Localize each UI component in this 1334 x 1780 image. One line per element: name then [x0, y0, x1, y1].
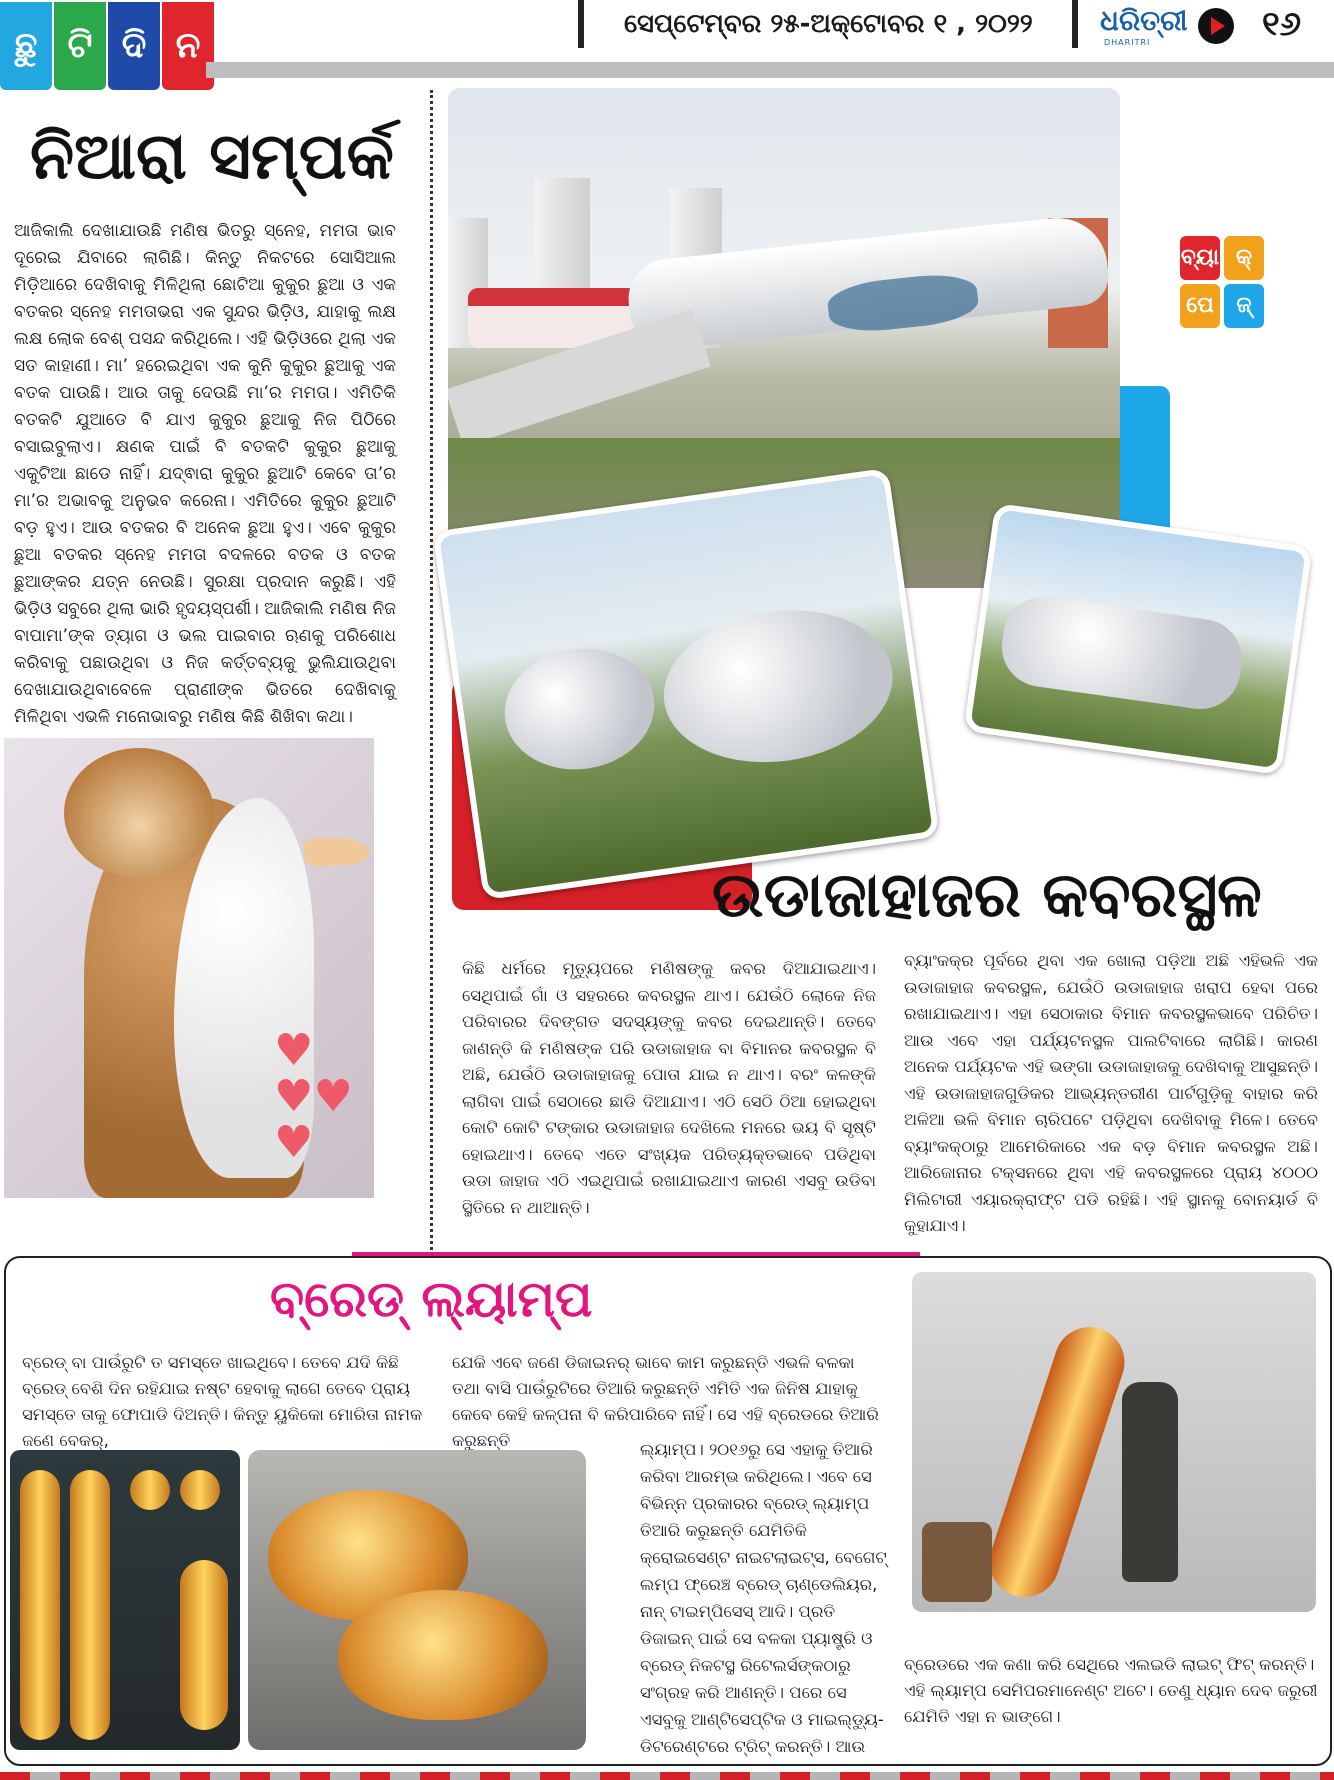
bread-text-b: ଯେକି ଏବେ ଜଣେ ଡିଜାଇନର୍ ଭାବେ କାମ କରୁଛନ୍ତି ଏଭଳି ବଳକା ତଥା ବାସି ପାଉଁରୁଟିରେ ତିଆରି କରୁଛନ୍ତି ଏମିତି ଏକ ଜିନିଷ ଯାହାକୁ କେବେ କେହି କଳ୍ପନା ବି କରିପାରିବେ ନାହିଁ। ସେ ଏହି ବ୍ରେଡରେ ତିଆରି କରୁଛନ୍ତି: [452, 1353, 879, 1450]
plane-body-shape: [997, 592, 1247, 715]
puppy-head-shape: [64, 748, 214, 878]
duck-beak-shape: [304, 838, 370, 866]
bread-text-c: ଲ୍ୟାମ୍ପ। ୨୦୧୬ରୁ ସେ ଏହାକୁ ତିଆରି କରିବା ଆରମ୍ଭ କରିଥିଲେ। ଏବେ ସେ ବିଭିନ୍ନ ପ୍ରକାରର ବ୍ରେଡ୍ ଲ୍ୟାମ୍ପ ତିଆରି କରୁଛନ୍ତି ଯେମିତିକି କ୍ରୋଇସେଣ୍ଟ ନାଇଟଲାଇଟ୍‌ସ, ବେଗେଟ୍ ଲମ୍ପ ଫ୍ରେଞ୍ଚ ବ୍ରେଡ୍ ଚାଣ୍ଡେଲିୟର, ନାନ୍ ଟାଇମ୍‌ପିସେସ୍ ଆଦି। ପ୍ରତି ଡିଜାଇନ୍ ପାଇଁ ସେ ବଳକା ପ୍ୟାଷ୍ଟ୍ରି ଓ ବ୍ରେଡ୍ ନିକଟସ୍ଥ ରିଟେଲର୍ସଙ୍କଠାରୁ ସଂଗ୍ରହ କରି ଆଣନ୍ତି। ପରେ ସେ ଏସବୁକୁ ଆଣ୍ଟିସେପ୍ଟିକ ଓ ମାଇଲ୍ଡ୍ୟୁ-ଡିଟରେଣ୍ଟରେ ଟ୍ରିଟ୍ କରନ୍ତି। ଆଉ: [640, 1440, 887, 1756]
page-number: ୧୬: [1262, 4, 1302, 44]
baguette-lamp-shape: [980, 1318, 1133, 1606]
aircraft-nose-photo: [432, 468, 939, 900]
bun-shape: [180, 1470, 220, 1510]
croissant-lamp-photo: [248, 1450, 586, 1750]
footer-bar: [0, 1772, 1334, 1780]
logo-letter-3: ଦି: [108, 2, 160, 90]
hearts-icon: ♥ ♥♥ ♥: [274, 1025, 353, 1168]
plane-nose-shape: [497, 639, 662, 779]
bottle-shape: [1122, 1382, 1178, 1582]
cable-spool-shape: [922, 1522, 992, 1602]
dog-duck-photo: [4, 738, 374, 1198]
graffiti-plane-photo: [964, 503, 1313, 775]
story-left-body: ଆଜିକାଲି ଦେଖାଯାଉଛି ମଣିଷ ଭିତରୁ ସ୍ନେହ, ମମତା ଭାବ ଦୂରେଇ ଯିବାରେ ଲାଗିଛି। କିନ୍ତୁ ନିକଟରେ ସୋସିଆଲ ମିଡ଼ିଆରେ ଦେଖିବାକୁ ମିଳିଥିଲା ଛୋଟିଆ କୁକୁର ଛୁଆ ଓ ଏକ ବତକର ସ୍ନେହ ମମତାଭରା ଏକ ସୁନ୍ଦର ଭିଡ଼ିଓ, ଯାହାକୁ ଲକ୍ଷ ଲକ୍ଷ ଲୋକ ବେଶ୍ ପସନ୍ଦ କରିଥିଲେ। ଏହି ଭିଡ଼ିଓରେ ଥିଲା ଏକ ସତ କାହାଣୀ। ମା’ ହରେଇଥିବା ଏକ କୁନି କୁକୁର ଛୁଆକୁ ଏକ ବତକ ପାଉଛି। ଆଉ ତାକୁ ଦେଉଛି ମା’ର ମମତା। ଏମିତିକି ବତକଟି ଯୁଆଡେ ବି ଯାଏ କୁକୁର ଛୁଆକୁ ନିଜ ପିଠିରେ ବସାଇବୁଲାଏ। କ୍ଷଣକ ପାଇଁ ବି ବତକଟି କୁକୁର ଛୁଆକୁ ଏକୁଟିଆ ଛାଡେ ନାହିଁ। ଯଦ୍ଵାରା କୁକୁର ଛୁଆଟି କେବେ ତା’ର ମା’ର ଅଭାବକୁ ଅନୁଭବ କରେନା। ଏମିତିରେ କୁକୁର ଛୁଆଟି ବଡ଼ ହୁଏ। ଆଉ ବତକର ବି ଅନେକ ଛୁଆ ହୁଏ। ଏବେ କୁକୁର ଛୁଆ ବତକର ସ୍ନେହ ମମତା ବଦଳରେ ବତକ ଓ ବତକ ଛୁଆଙ୍କର ଯତ୍ନ ନେଉଛି। ସୁରକ୍ଷା ପ୍ରଦାନ କରୁଛି। ଏହି ଭିଡ଼ିଓ ସବୁରେ ଥିଲା ଭାରି ହୃଦୟସ୍ପର୍ଶୀ। ଆଜିକାଲି ମଣିଷ ନିଜ ବାପାମା’ଙ୍କ ତ୍ୟାଗ ଓ ଭଲ ପାଇବାର ଋଣକୁ ପରିଶୋଧ କରିବାକୁ ପଛାଉଥିବା ଓ ନିଜ କର୍ତ୍ତବ୍ୟକୁ ଭୁଲିଯାଉଥିବା ଦେଖାଯାଉଥିବାବେଳେ ପ୍ରାଣୀଙ୍କ ଭିତରେ ଦେଖିବାକୁ ମିଳିଥିବା ଏଭଳି ମନୋଭାବରୁ ମଣିଷ କିଛି ଶିଖିବା କଥା।: [14, 221, 396, 727]
badge-letter-3: ପେ: [1180, 284, 1220, 328]
bread-lamp-headline: ବ୍ରେଡ୍ ଲ୍ୟାମ୍ପ: [270, 1270, 593, 1328]
brand-name: ଧରିତ୍ରୀ: [1100, 4, 1188, 37]
loaf-shape: [20, 1470, 60, 1740]
bread-loaves-photo: [10, 1450, 240, 1750]
feature-column-a: କିଛି ଧର୍ମରେ ମୃତ୍ୟୁପରେ ମଣିଷଙ୍କୁ କବର ଦିଆଯାଇଥାଏ। ସେଥିପାଇଁ ଗାଁ ଓ ସହରରେ କବରସ୍ଥଳ ଥାଏ। ଯେଉଁଠି ଲୋକେ ନିଜ ପରିବାରର ଦିବଙ୍ଗତ ସଦସ୍ୟଙ୍କୁ କବର ଦେଇଥାନ୍ତି। ତେବେ ଜାଣନ୍ତି କି ମଣିଷଙ୍କ ପରି ଉଡାଜାହାଜ ବା ବିମାନର କବରସ୍ଥଳ ବି ଅଛି, ଯେଉଁଠି ଉଡାଜାହାଜକୁ ପୋତା ଯାଇ ନ ଥାଏ। ବରଂ କଳଙ୍କି ଲାଗିବା ପାଇଁ ସେଠାରେ ଛାଡି ଦିଆଯାଏ। ଏଠି ସେଠି ଠିଆ ହୋଇଥିବା କୋଟି କୋଟି ଟଙ୍କାର ଉଡାଜାହାଜ ଦେଖିଲେ ମନରେ ଭୟ ବି ସୃଷ୍ଟି ହୋଇଥାଏ। ତେବେ ଏତେ ସଂଖ୍ୟକ ପରିତ୍ୟକ୍ତଭାବେ ପଡିଥିବା ଉଡା ଜାହାଜ ଏଠି ଏଇଥିପାଇଁ ରଖାଯାଇଥାଏ କାରଣ ଏସବୁ ଉଡିବା ସ୍ଥିତିରେ ନ ଥାଆନ୍ତି।: [462, 959, 876, 1217]
column-divider: [430, 90, 433, 1250]
brand-subtitle: DHARITRI: [1104, 38, 1151, 47]
croissant-shape: [338, 1590, 548, 1720]
feature-column-b: ବ୍ୟାଂକକ୍‌ର ପୂର୍ବରେ ଥିବା ଏକ ଖୋଲା ପଡ଼ିଆ ଅଛି ଏହିଭଳି ଏକ ଉଡାଜାହାଜ କବରସ୍ଥଳ, ଯେଉଁଠି ଉଡାଜାହାଜ ଖରାପ ହେବା ପରେ ରଖାଯାଇଥାଏ। ଏହା ସେଠାକାର ବିମାନ କବରସ୍ଥଳଭାବେ ପରିଚିତ। ଆଉ ଏବେ ଏହା ପର୍ଯ୍ୟଟନସ୍ଥଳ ପାଲଟିବାରେ ଲାଗିଛି। କାରଣ ଅନେକ ପର୍ଯ୍ୟଟକ ଏହି ଭଙ୍ଗା ଉଡାଜାହାଜକୁ ଦେଖିବାକୁ ଆସୁଛନ୍ତି। ଏହି ଉଡାଜାହାଜଗୁଡିକର ଆଭ୍ୟନ୍ତରୀଣ ପାର୍ଟଗୁଡ଼ିକୁ ବାହାର କରି ଅଳିଆ ଭଳି ବିମାନ ଚାରିପଟେ ପଡ଼ିଥିବା ଦେଖିବାକୁ ମିଳେ। ତେବେ ବ୍ୟାଂକକ୍‌ଠାରୁ ଆମେରିକାରେ ଏକ ବଡ଼ ବିମାନ କବରସ୍ଥଳ ଅଛି। ଆରିଜୋନାର ଟକ୍‌ସନରେ ଥିବା ଏହି କବରସ୍ଥଳରେ ପ୍ରାୟ ୪୦୦୦ ମିଲିଟାରୀ ଏୟାରକ୍ରାଫ୍ଟ ପଡି ରହିଛି। ଏହି ସ୍ଥାନକୁ ବୋନୟାର୍ଡ ବି କୁହାଯାଏ।: [904, 951, 1318, 1235]
badge-letter-4: ଜ୍: [1224, 284, 1264, 328]
badge-letter-1: ବ୍ୟା: [1180, 236, 1220, 280]
bun-shape: [130, 1470, 170, 1510]
loaf-shape: [70, 1470, 110, 1740]
section-logo: [0, 2, 214, 90]
logo-letter-4: ନ: [162, 2, 214, 90]
plane-nose-shape: [654, 596, 903, 777]
back-page-badge: [1180, 236, 1266, 336]
baguette-lamp-photo: [912, 1272, 1316, 1612]
header-band: [206, 62, 1334, 78]
story-left-headline: ନିଆରା ସମ୍ପର୍କ: [30, 120, 394, 194]
issue-date: ସେପ୍ଟେମ୍ବର ୨୫-ଅକ୍ଟୋବର ୧ , ୨୦୨୨: [578, 0, 1078, 48]
bread-text-a: ବ୍ରେଡ୍ ବା ପାଉଁରୁଟି ତ ସମସ୍ତେ ଖାଇଥିବେ। ତେବେ ଯଦି କିଛି ବ୍ରେଡ୍ ବେଶି ଦିନ ରହିଯାଇ ନଷ୍ଟ ହେବାକୁ ଲାଗେ ତେବେ ପ୍ରାୟ ସମସ୍ତେ ତାକୁ ଫୋପାଡି ଦିଅନ୍ତି। କିନ୍ତୁ ୟୁକିକୋ ମୋରିତା ନାମକ ଜଣେ ବେକର୍,: [22, 1353, 423, 1450]
play-icon: [1198, 8, 1234, 44]
feature-headline: ଉଡାଜାହାଜର କବରସ୍ଥଳ: [712, 858, 1262, 931]
bread-text-d: ବ୍ରେଡରେ ଏକ କଣା କରି ସେଥିରେ ଏଲଇଡି ଲାଇଟ୍ ଫିଟ୍ କରନ୍ତି। ଏହି ଲ୍ୟାମ୍ପ ସେମିପରମାନେଣ୍ଟ ଅଟେ। ତେଣୁ ଧ୍ୟାନ ଦେବ ଜରୁରୀ ଯେମିତି ଏହା ନ ଭାଙ୍ଗେ।: [904, 1655, 1318, 1726]
badge-letter-2: କ୍: [1224, 236, 1264, 280]
logo-letter-1: ଛୁ: [0, 2, 52, 90]
logo-letter-2: ଟି: [54, 2, 106, 90]
loaf-shape: [180, 1560, 228, 1730]
